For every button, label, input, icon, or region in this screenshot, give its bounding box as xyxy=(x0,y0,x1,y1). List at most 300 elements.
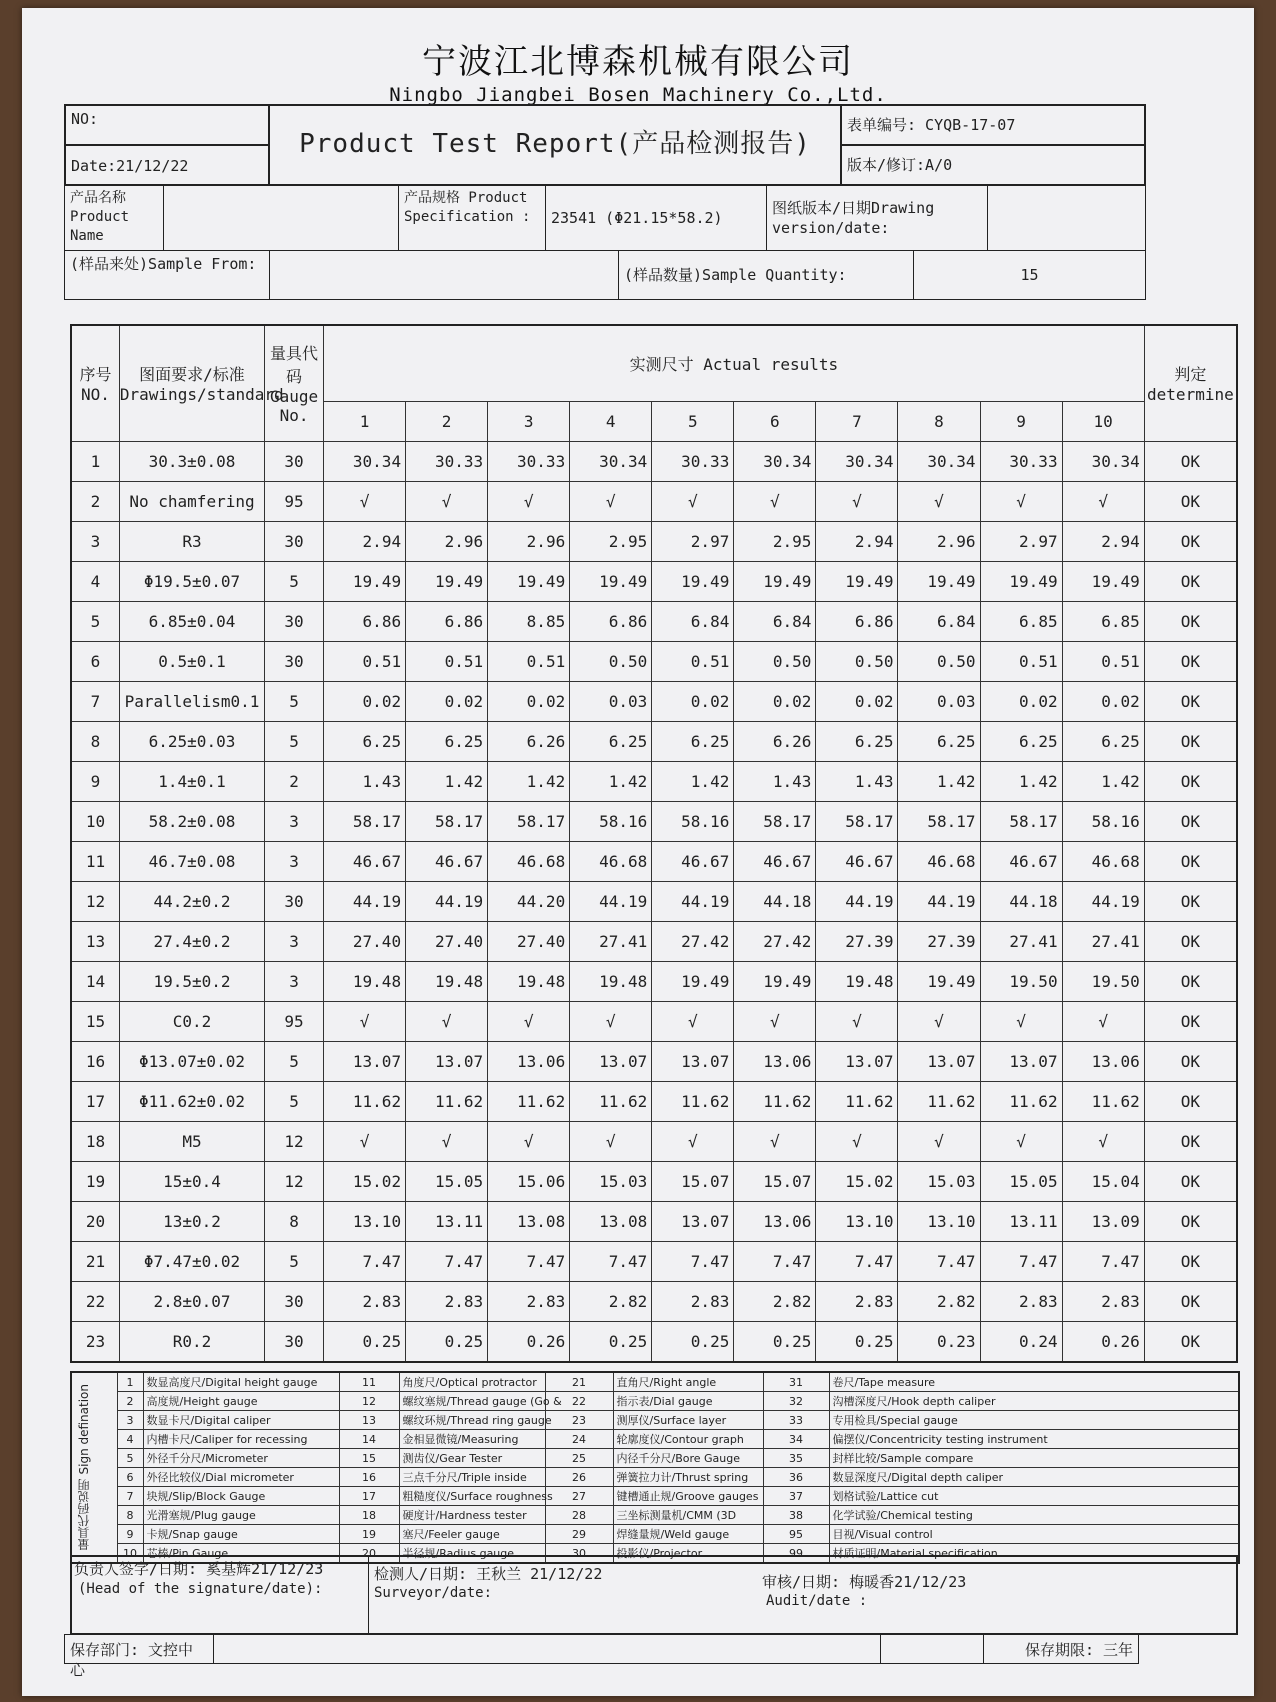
report-title: Product Test Report(产品检测报告) xyxy=(268,104,842,186)
keep-department: 保存部门: 文控中心 xyxy=(64,1634,214,1664)
measured-value: √ xyxy=(1062,1121,1144,1161)
legend-code: 31 xyxy=(763,1372,829,1392)
determine-result: OK xyxy=(1144,441,1237,481)
gauge-code: 3 xyxy=(265,801,324,841)
measured-value: 44.19 xyxy=(406,881,488,921)
legend-code: 24 xyxy=(545,1430,613,1449)
measured-value: 30.34 xyxy=(816,441,898,481)
measured-value: 15.04 xyxy=(1062,1161,1144,1201)
legend-description: 偏摆仪/Concentricity testing instrument xyxy=(829,1430,1239,1449)
measured-value: 6.84 xyxy=(898,601,980,641)
row-number: 14 xyxy=(71,961,119,1001)
determine-result: OK xyxy=(1144,641,1237,681)
measured-value: 2.83 xyxy=(406,1281,488,1321)
drawing-standard: 2.8±0.07 xyxy=(119,1281,264,1321)
measured-value: 6.85 xyxy=(980,601,1062,641)
gauge-code: 30 xyxy=(265,1281,324,1321)
table-row xyxy=(71,801,1237,841)
measured-value: 19.49 xyxy=(734,961,816,1001)
measured-value: 46.67 xyxy=(324,841,406,881)
table-row xyxy=(71,1241,1237,1281)
measured-value: 2.95 xyxy=(734,521,816,561)
measured-value: 6.26 xyxy=(734,721,816,761)
determine-result: OK xyxy=(1144,841,1237,881)
drawing-standard: Φ7.47±0.02 xyxy=(119,1241,264,1281)
measured-value: 2.83 xyxy=(324,1281,406,1321)
measured-value: 30.33 xyxy=(488,441,570,481)
measured-value: 0.02 xyxy=(324,681,406,721)
measured-value: 6.86 xyxy=(816,601,898,641)
legend-code: 35 xyxy=(763,1449,829,1468)
row-number: 3 xyxy=(71,521,119,561)
determine-result: OK xyxy=(1144,921,1237,961)
legend-description: 高度规/Height gauge xyxy=(143,1392,339,1411)
measured-value: √ xyxy=(570,1121,652,1161)
determine-result: OK xyxy=(1144,481,1237,521)
measured-value: 27.39 xyxy=(898,921,980,961)
legend-description: 键槽通止规/Groove gauges xyxy=(613,1487,763,1506)
row-number: 5 xyxy=(71,601,119,641)
product-spec-label: 产品规格 Product Specification : xyxy=(398,185,546,251)
row-number: 4 xyxy=(71,561,119,601)
measured-value: 13.07 xyxy=(980,1041,1062,1081)
measured-value: 13.10 xyxy=(324,1201,406,1241)
legend-code: 12 xyxy=(339,1392,399,1411)
row-number: 15 xyxy=(71,1001,119,1041)
measured-value: 11.62 xyxy=(488,1081,570,1121)
measured-value: 0.02 xyxy=(980,681,1062,721)
measured-value: 15.02 xyxy=(816,1161,898,1201)
measured-value: 15.05 xyxy=(406,1161,488,1201)
measured-value: 44.19 xyxy=(652,881,734,921)
product-name-label: 产品名称 Product Name xyxy=(64,185,164,251)
drawing-standard: Φ19.5±0.07 xyxy=(119,561,264,601)
drawing-standard: 0.5±0.1 xyxy=(119,641,264,681)
measured-value: 58.16 xyxy=(1062,801,1144,841)
measured-value: 0.26 xyxy=(1062,1321,1144,1362)
measured-value: 0.02 xyxy=(1062,681,1144,721)
legend-row xyxy=(71,1430,1239,1449)
measured-value: 30.34 xyxy=(734,441,816,481)
results-table xyxy=(70,324,1238,1363)
gauge-code: 12 xyxy=(265,1161,324,1201)
legend-description: 芯棒/Pin Gauge xyxy=(143,1544,339,1564)
result-col-header: 9 xyxy=(980,401,1062,441)
legend-description: 数显卡尺/Digital caliper xyxy=(143,1411,339,1430)
legend-code: 3 xyxy=(117,1411,143,1430)
table-row xyxy=(71,921,1237,961)
measured-value: 7.47 xyxy=(816,1241,898,1281)
measured-value: 2.95 xyxy=(570,521,652,561)
measured-value: 7.47 xyxy=(734,1241,816,1281)
drawing-standard: 44.2±0.2 xyxy=(119,881,264,921)
determine-result: OK xyxy=(1144,1081,1237,1121)
determine-result: OK xyxy=(1144,1241,1237,1281)
measured-value: 19.49 xyxy=(898,961,980,1001)
measured-value: 1.42 xyxy=(898,761,980,801)
legend-description: 卷尺/Tape measure xyxy=(829,1372,1239,1392)
keep-blank xyxy=(213,1634,881,1664)
table-row xyxy=(71,481,1237,521)
measured-value: 1.42 xyxy=(570,761,652,801)
measured-value: 0.51 xyxy=(652,641,734,681)
drawing-standard: 15±0.4 xyxy=(119,1161,264,1201)
legend-description: 测齿仪/Gear Tester xyxy=(399,1449,545,1468)
row-number: 20 xyxy=(71,1201,119,1241)
gauge-code: 2 xyxy=(265,761,324,801)
measured-value: 0.02 xyxy=(652,681,734,721)
audit-signature-en: Audit/date : xyxy=(766,1593,868,1609)
measured-value: 19.48 xyxy=(324,961,406,1001)
measured-value: 19.49 xyxy=(652,561,734,601)
measured-value: 0.26 xyxy=(488,1321,570,1362)
measured-value: 13.07 xyxy=(898,1041,980,1081)
measured-value: 1.42 xyxy=(406,761,488,801)
legend-code: 38 xyxy=(763,1506,829,1525)
measured-value: 2.83 xyxy=(816,1281,898,1321)
measured-value: 0.25 xyxy=(324,1321,406,1362)
legend-code: 34 xyxy=(763,1430,829,1449)
gauge-code: 12 xyxy=(265,1121,324,1161)
row-number: 2 xyxy=(71,481,119,521)
measured-value: √ xyxy=(488,1121,570,1161)
legend-code: 17 xyxy=(339,1487,399,1506)
measured-value: 11.62 xyxy=(734,1081,816,1121)
drawing-standard: 46.7±0.08 xyxy=(119,841,264,881)
legend-code: 28 xyxy=(545,1506,613,1525)
legend-code: 30 xyxy=(545,1544,613,1564)
legend-description: 焊缝量规/Weld gauge xyxy=(613,1525,763,1544)
measured-value: 58.17 xyxy=(734,801,816,841)
measured-value: 0.50 xyxy=(734,641,816,681)
measured-value: 2.82 xyxy=(734,1281,816,1321)
measured-value: 11.62 xyxy=(980,1081,1062,1121)
measured-value: 7.47 xyxy=(324,1241,406,1281)
determine-result: OK xyxy=(1144,1121,1237,1161)
measured-value: 13.07 xyxy=(406,1041,488,1081)
measured-value: 19.49 xyxy=(816,561,898,601)
legend-code: 14 xyxy=(339,1430,399,1449)
legend-code: 5 xyxy=(117,1449,143,1468)
legend-row xyxy=(71,1468,1239,1487)
measured-value: √ xyxy=(980,481,1062,521)
result-col-header: 3 xyxy=(488,401,570,441)
gauge-code: 30 xyxy=(265,601,324,641)
measured-value: 30.34 xyxy=(570,441,652,481)
row-number: 12 xyxy=(71,881,119,921)
drawing-standard: C0.2 xyxy=(119,1001,264,1041)
gauge-code: 5 xyxy=(265,1041,324,1081)
legend-code: 6 xyxy=(117,1468,143,1487)
measured-value: 2.83 xyxy=(980,1281,1062,1321)
table-row xyxy=(71,721,1237,761)
legend-row xyxy=(71,1411,1239,1430)
legend-description: 轮廓度仪/Contour graph xyxy=(613,1430,763,1449)
measured-value: 6.25 xyxy=(570,721,652,761)
measured-value: 8.85 xyxy=(488,601,570,641)
legend-row xyxy=(71,1525,1239,1544)
measured-value: 6.84 xyxy=(734,601,816,641)
col-no-header: 序号 NO. xyxy=(71,325,119,441)
measured-value: 0.51 xyxy=(1062,641,1144,681)
measured-value: 19.49 xyxy=(980,561,1062,601)
row-number: 11 xyxy=(71,841,119,881)
sample-from-value xyxy=(269,250,619,300)
legend-description: 螺纹塞规/Thread gauge (Go & xyxy=(399,1392,545,1411)
measured-value: 44.19 xyxy=(570,881,652,921)
legend-row xyxy=(71,1449,1239,1468)
keep-period: 保存期限: 三年 xyxy=(983,1634,1139,1664)
row-number: 17 xyxy=(71,1081,119,1121)
measured-value: 13.10 xyxy=(898,1201,980,1241)
measured-value: 11.62 xyxy=(570,1081,652,1121)
measured-value: 44.19 xyxy=(816,881,898,921)
row-number: 9 xyxy=(71,761,119,801)
measured-value: 1.42 xyxy=(652,761,734,801)
legend-description: 光滑塞规/Plug gauge xyxy=(143,1506,339,1525)
measured-value: 0.25 xyxy=(734,1321,816,1362)
legend-description: 指示表/Dial gauge xyxy=(613,1392,763,1411)
measured-value: 13.07 xyxy=(324,1041,406,1081)
measured-value: √ xyxy=(1062,481,1144,521)
determine-result: OK xyxy=(1144,721,1237,761)
legend-description: 半径规/Radius gauge xyxy=(399,1544,545,1564)
gauge-code: 5 xyxy=(265,1241,324,1281)
measured-value: √ xyxy=(652,1121,734,1161)
drawing-standard: R3 xyxy=(119,521,264,561)
measured-value: 15.02 xyxy=(324,1161,406,1201)
measured-value: 46.68 xyxy=(570,841,652,881)
measured-value: √ xyxy=(406,1121,488,1161)
measured-value: 6.25 xyxy=(898,721,980,761)
measured-value: 2.83 xyxy=(488,1281,570,1321)
version-field: 版本/修订:A/0 xyxy=(840,144,1146,186)
row-number: 19 xyxy=(71,1161,119,1201)
legend-code: 99 xyxy=(763,1544,829,1564)
legend-code: 11 xyxy=(339,1372,399,1392)
legend-description: 三点千分尺/Triple inside xyxy=(399,1468,545,1487)
measured-value: √ xyxy=(816,1121,898,1161)
drawing-standard: Parallelism0.1 xyxy=(119,681,264,721)
measured-value: 6.25 xyxy=(816,721,898,761)
measured-value: 19.48 xyxy=(816,961,898,1001)
legend-code: 95 xyxy=(763,1525,829,1544)
drawing-standard: 58.2±0.08 xyxy=(119,801,264,841)
legend-code: 1 xyxy=(117,1372,143,1392)
legend-description: 数显高度尺/Digital height gauge xyxy=(143,1372,339,1392)
result-col-header: 7 xyxy=(816,401,898,441)
audit-signature: 审核/日期: 梅暖香21/12/23 xyxy=(762,1573,967,1591)
measured-value: 58.16 xyxy=(652,801,734,841)
measured-value: √ xyxy=(734,1121,816,1161)
measured-value: 58.17 xyxy=(816,801,898,841)
measured-value: 58.17 xyxy=(406,801,488,841)
measured-value: 19.49 xyxy=(406,561,488,601)
gauge-code: 3 xyxy=(265,961,324,1001)
measured-value: 1.42 xyxy=(980,761,1062,801)
measured-value: 13.10 xyxy=(816,1201,898,1241)
legend-code: 26 xyxy=(545,1468,613,1487)
result-col-header: 10 xyxy=(1062,401,1144,441)
table-row xyxy=(71,641,1237,681)
determine-result: OK xyxy=(1144,1041,1237,1081)
legend-description: 专用检具/Special gauge xyxy=(829,1411,1239,1430)
measured-value: √ xyxy=(406,1001,488,1041)
legend-description: 金相显微镜/Measuring xyxy=(399,1430,545,1449)
legend-description: 划格试验/Lattice cut xyxy=(829,1487,1239,1506)
measured-value: 0.02 xyxy=(816,681,898,721)
measured-value: 2.82 xyxy=(570,1281,652,1321)
legend-description: 投影仪/Projector xyxy=(613,1544,763,1564)
legend-description: 硬度计/Hardness tester xyxy=(399,1506,545,1525)
measured-value: 0.50 xyxy=(898,641,980,681)
measured-value: 11.62 xyxy=(898,1081,980,1121)
legend-description: 塞尺/Feeler gauge xyxy=(399,1525,545,1544)
measured-value: 6.25 xyxy=(324,721,406,761)
measured-value: 15.07 xyxy=(652,1161,734,1201)
measured-value: 46.67 xyxy=(406,841,488,881)
legend-code: 16 xyxy=(339,1468,399,1487)
row-number: 7 xyxy=(71,681,119,721)
legend-description: 测厚仪/Surface layer xyxy=(613,1411,763,1430)
legend-code: 22 xyxy=(545,1392,613,1411)
measured-value: 6.25 xyxy=(1062,721,1144,761)
head-signature: 负责人签字/日期: 奚基辉21/12/23 xyxy=(74,1560,324,1578)
measured-value: 2.96 xyxy=(488,521,570,561)
legend-code: 20 xyxy=(339,1544,399,1564)
legend-description: 化学试验/Chemical testing xyxy=(829,1506,1239,1525)
measured-value: 58.17 xyxy=(324,801,406,841)
measured-value: 46.67 xyxy=(734,841,816,881)
row-number: 18 xyxy=(71,1121,119,1161)
table-row xyxy=(71,761,1237,801)
measured-value: 13.08 xyxy=(488,1201,570,1241)
measured-value: 13.09 xyxy=(1062,1201,1144,1241)
measured-value: 30.34 xyxy=(898,441,980,481)
measured-value: 13.08 xyxy=(570,1201,652,1241)
legend-code: 7 xyxy=(117,1487,143,1506)
measured-value: 13.07 xyxy=(652,1041,734,1081)
measured-value: 2.94 xyxy=(1062,521,1144,561)
measured-value: 0.25 xyxy=(816,1321,898,1362)
measured-value: 13.06 xyxy=(734,1041,816,1081)
sample-qty-value: 15 xyxy=(913,250,1146,300)
measured-value: 19.49 xyxy=(898,561,980,601)
legend-row xyxy=(71,1392,1239,1411)
measured-value: 0.02 xyxy=(406,681,488,721)
keep-blank-2 xyxy=(880,1634,984,1664)
measured-value: 6.86 xyxy=(570,601,652,641)
legend-code: 27 xyxy=(545,1487,613,1506)
legend-code: 2 xyxy=(117,1392,143,1411)
gauge-code: 5 xyxy=(265,681,324,721)
row-number: 10 xyxy=(71,801,119,841)
measured-value: √ xyxy=(734,1001,816,1041)
measured-value: 2.97 xyxy=(652,521,734,561)
measured-value: 0.03 xyxy=(898,681,980,721)
measured-value: 27.41 xyxy=(1062,921,1144,961)
company-name-en: Ningbo Jiangbei Bosen Machinery Co.,Ltd. xyxy=(389,84,887,106)
measured-value: 6.86 xyxy=(406,601,488,641)
col-actual-header: 实测尺寸 Actual results xyxy=(324,325,1145,401)
measured-value: 13.11 xyxy=(980,1201,1062,1241)
drawing-standard: 6.85±0.04 xyxy=(119,601,264,641)
measured-value: 11.62 xyxy=(652,1081,734,1121)
measured-value: 27.40 xyxy=(324,921,406,961)
measured-value: 27.41 xyxy=(980,921,1062,961)
legend-description: 卡规/Snap gauge xyxy=(143,1525,339,1544)
measured-value: 19.48 xyxy=(406,961,488,1001)
legend-description: 材质证明/Material specification xyxy=(829,1544,1239,1564)
table-row xyxy=(71,1041,1237,1081)
sample-qty-label: (样品数量)Sample Quantity: xyxy=(618,250,914,300)
result-col-header: 6 xyxy=(734,401,816,441)
table-row xyxy=(71,841,1237,881)
report-paper xyxy=(22,8,1254,1696)
measured-value: 7.47 xyxy=(898,1241,980,1281)
measured-value: 6.86 xyxy=(324,601,406,641)
measured-value: √ xyxy=(898,1121,980,1161)
measured-value: 27.40 xyxy=(488,921,570,961)
measured-value: 1.43 xyxy=(816,761,898,801)
col-drawing-header: 图面要求/标准 Drawings/standard xyxy=(119,325,264,441)
determine-result: OK xyxy=(1144,1281,1237,1321)
legend-code: 36 xyxy=(763,1468,829,1487)
legend-description: 内径千分尺/Bore Gauge xyxy=(613,1449,763,1468)
measured-value: 46.68 xyxy=(488,841,570,881)
row-number: 23 xyxy=(71,1321,119,1362)
measured-value: 0.50 xyxy=(816,641,898,681)
legend-code: 9 xyxy=(117,1525,143,1544)
legend-code: 37 xyxy=(763,1487,829,1506)
determine-result: OK xyxy=(1144,601,1237,641)
legend-description: 沟槽深度尺/Hook depth caliper xyxy=(829,1392,1239,1411)
row-number: 21 xyxy=(71,1241,119,1281)
measured-value: 7.47 xyxy=(406,1241,488,1281)
measured-value: 19.49 xyxy=(570,561,652,601)
company-name-cn: 宁波江北博森机械有限公司 xyxy=(422,42,854,82)
table-row xyxy=(71,1161,1237,1201)
drawing-version-label: 图纸版本/日期Drawing version/date: xyxy=(766,185,988,251)
measured-value: 6.85 xyxy=(1062,601,1144,641)
measured-value: 0.24 xyxy=(980,1321,1062,1362)
legend-title: 量具代码说明 Sign defination xyxy=(77,1384,91,1551)
drawing-standard: 13±0.2 xyxy=(119,1201,264,1241)
gauge-code: 5 xyxy=(265,721,324,761)
date-field: Date:21/12/22 xyxy=(64,144,270,186)
measured-value: 15.05 xyxy=(980,1161,1062,1201)
measured-value: 13.07 xyxy=(652,1201,734,1241)
legend-code: 19 xyxy=(339,1525,399,1544)
table-row xyxy=(71,521,1237,561)
table-row xyxy=(71,961,1237,1001)
measured-value: 19.49 xyxy=(734,561,816,601)
legend-code: 4 xyxy=(117,1430,143,1449)
legend-description: 三坐标测量机/CMM (3D xyxy=(613,1506,763,1525)
surveyor-signature: 检测人/日期: 王秋兰 21/12/22 xyxy=(374,1565,603,1583)
measured-value: 30.34 xyxy=(1062,441,1144,481)
form-number: 表单编号: CYQB-17-07 xyxy=(840,104,1146,146)
legend-description: 内槽卡尺/Caliper for recessing xyxy=(143,1430,339,1449)
drawing-standard: 6.25±0.03 xyxy=(119,721,264,761)
measured-value: 2.94 xyxy=(816,521,898,561)
measured-value: 2.96 xyxy=(406,521,488,561)
measured-value: 19.49 xyxy=(488,561,570,601)
gauge-code: 95 xyxy=(265,1001,324,1041)
measured-value: √ xyxy=(734,481,816,521)
measured-value: 46.68 xyxy=(1062,841,1144,881)
drawing-standard: Φ11.62±0.02 xyxy=(119,1081,264,1121)
